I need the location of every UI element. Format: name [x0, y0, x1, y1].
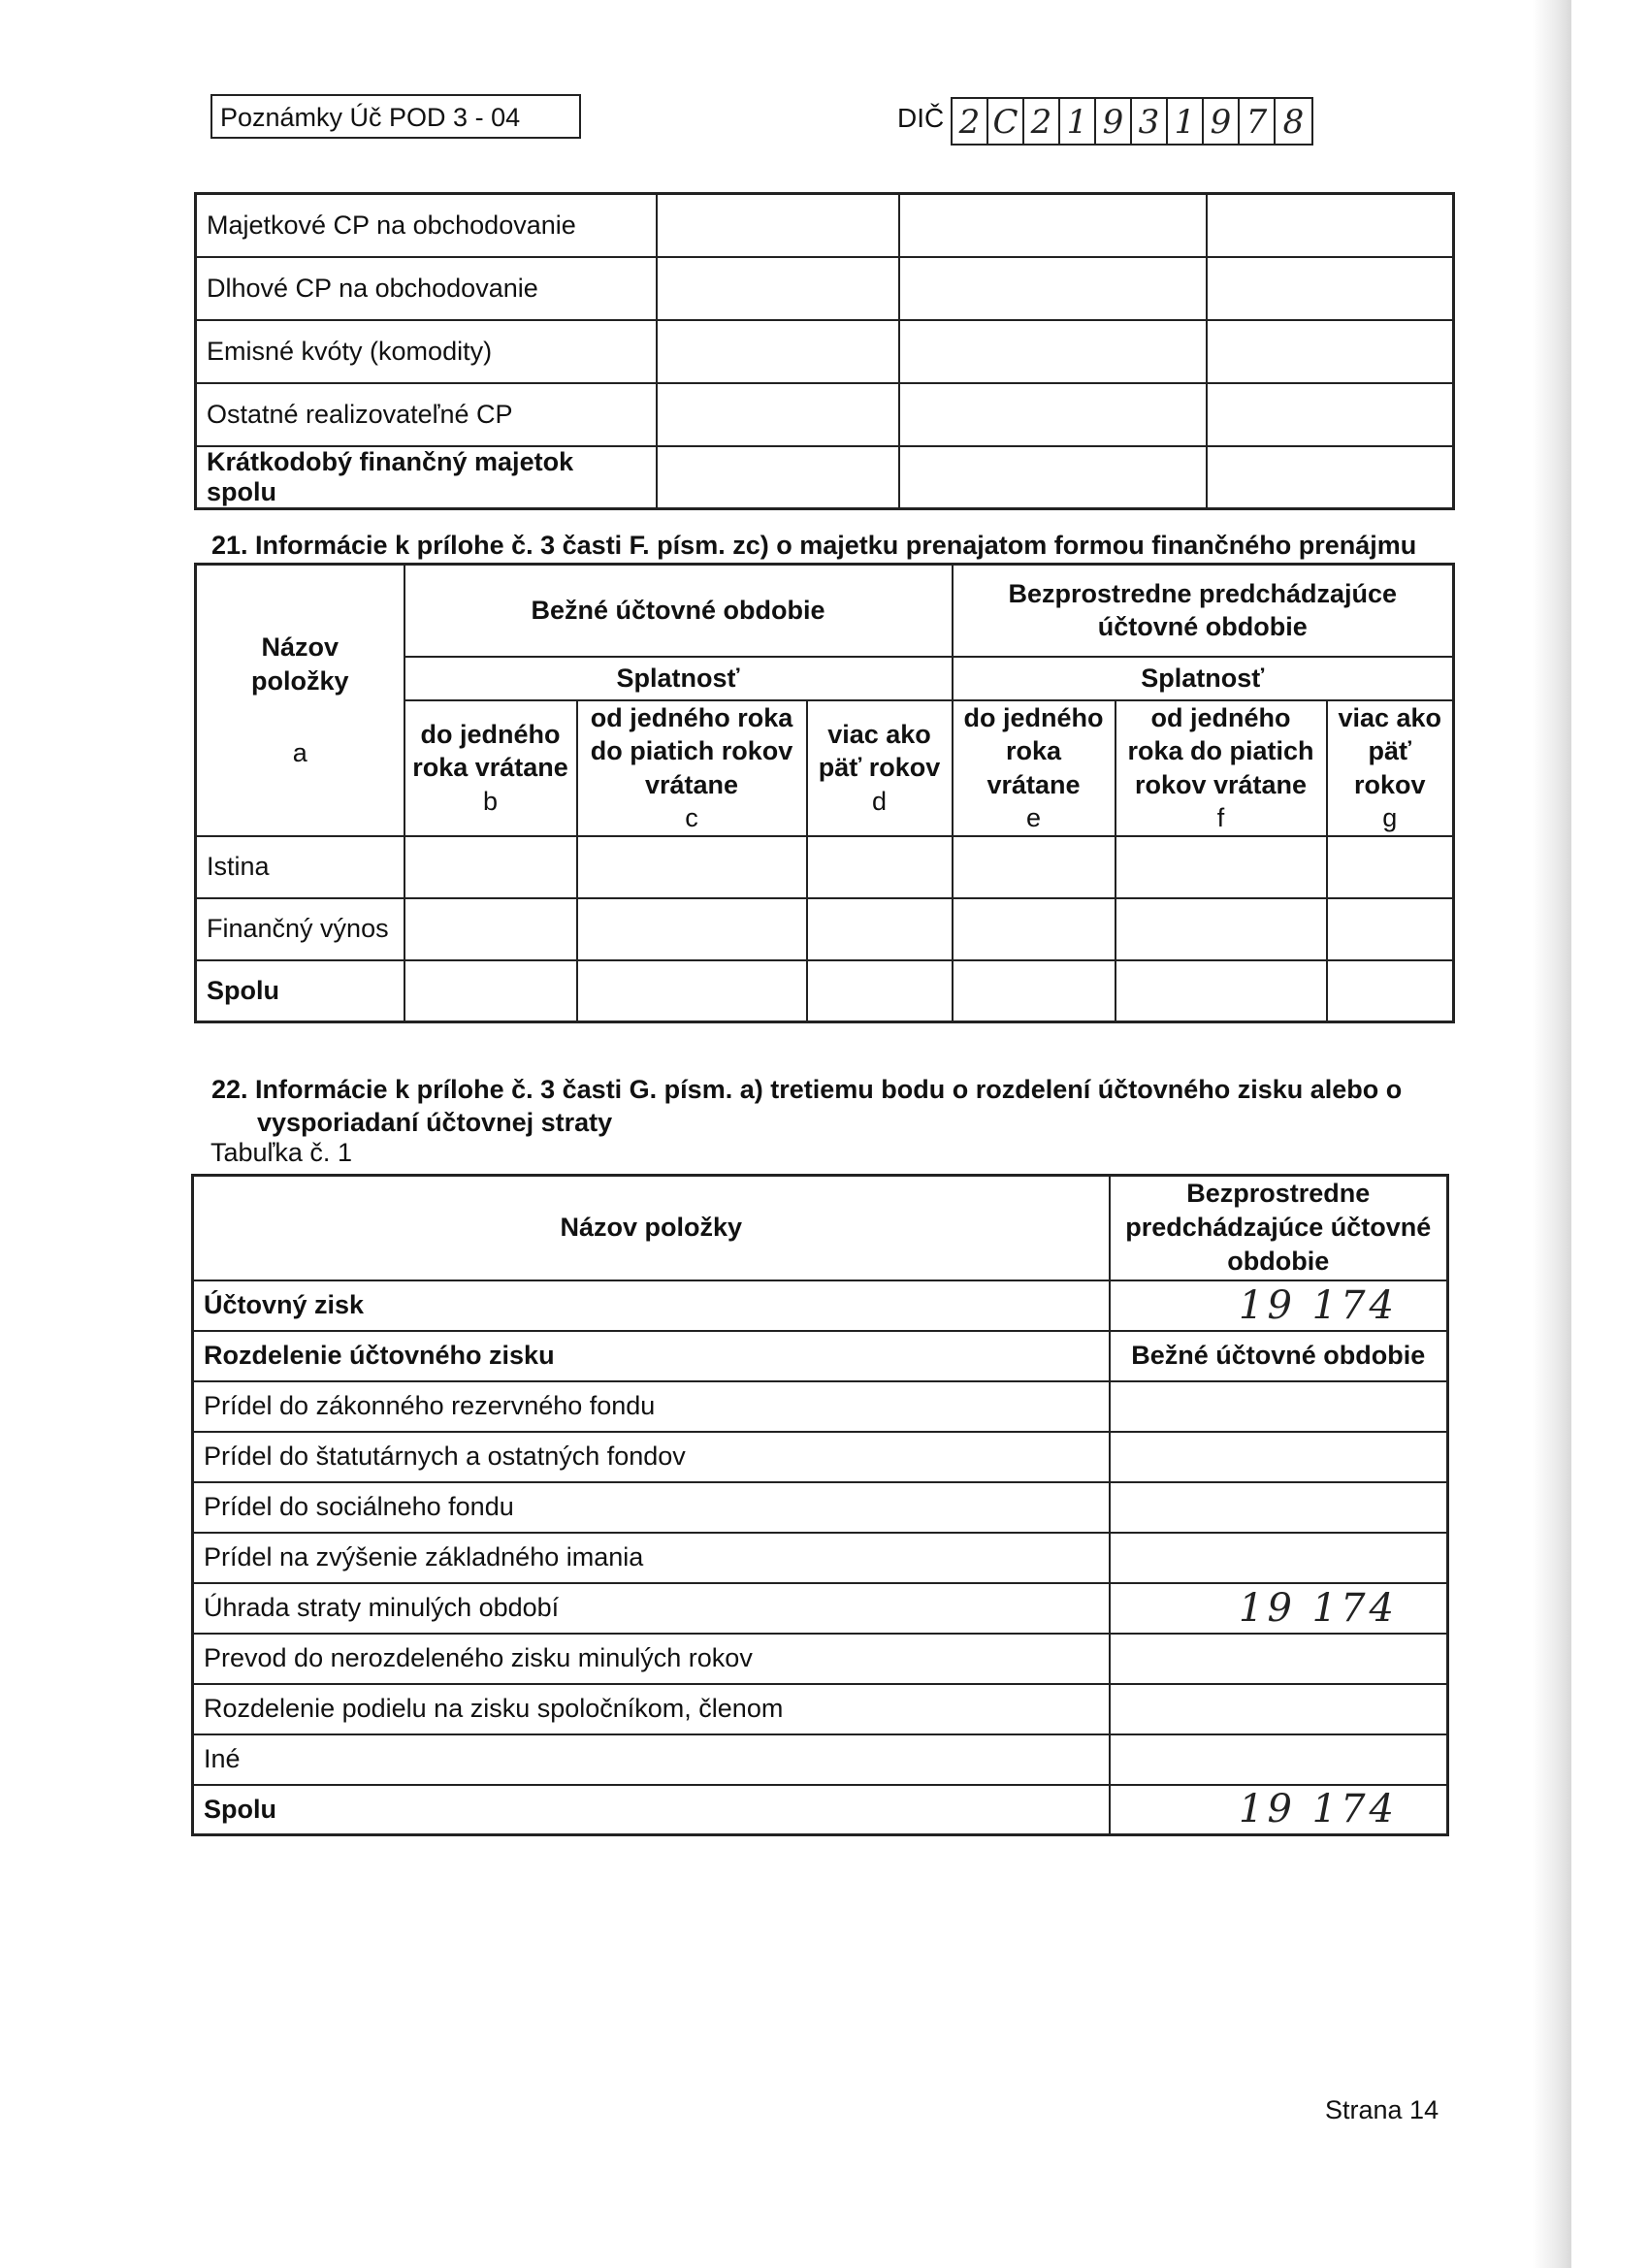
value-cell: [1110, 1684, 1448, 1734]
value-cell: [577, 898, 807, 960]
value-cell: [899, 320, 1207, 383]
value-cell: [1116, 836, 1327, 898]
dic-digit: 9: [1204, 99, 1240, 144]
maturity-column-header: [953, 700, 1116, 836]
page-number: Strana 14: [1325, 2095, 1439, 2124]
column-label: od jedného roka do piatich rokov vrátane: [1127, 702, 1314, 799]
table-row: [196, 960, 1454, 1022]
column-label: viac ako päť rokov: [1338, 702, 1442, 799]
value-cell: [1207, 383, 1454, 446]
value-cell: 19 174: [1110, 1583, 1448, 1634]
value-cell: [657, 320, 899, 383]
value-cell: [1207, 194, 1454, 257]
row-label: Istina: [196, 836, 404, 898]
maturity-column-header: [404, 700, 577, 836]
value-cell: [953, 836, 1116, 898]
column-label: od jedného roka do piatich rokov vrátane: [590, 702, 793, 799]
value-cell: [1207, 257, 1454, 320]
scan-edge-shadow: [1533, 0, 1571, 2268]
row-label: Finančný výnos: [196, 898, 404, 960]
row-label: Krátkodobý finančný majetok spolu: [196, 446, 657, 509]
table-label: Tabuľka č. 1: [210, 1138, 352, 1167]
value-cell: [953, 960, 1116, 1022]
row-label: Prevod do nerozdeleného zisku minulých rokov: [193, 1634, 1110, 1684]
column-letter: f: [1216, 803, 1225, 833]
table-row: [193, 1482, 1448, 1533]
previous-period-header: Bezprostredne predchádzajúce účtovné obdobie: [1110, 1176, 1448, 1280]
short-term-financial-assets-table: [194, 192, 1455, 510]
row-label: Prídel na zvýšenie základného imania: [193, 1533, 1110, 1583]
dic-label: DIČ: [897, 103, 945, 133]
value-cell: [807, 836, 953, 898]
table-row: [196, 257, 1454, 320]
total-label: Spolu: [193, 1785, 1110, 1835]
dic-digit: 3: [1132, 99, 1168, 144]
value-cell: [899, 383, 1207, 446]
value-cell: [1207, 446, 1454, 509]
value-cell: [1116, 898, 1327, 960]
column-letter: c: [685, 803, 698, 833]
column-label: do jedného roka vrátane: [412, 719, 568, 783]
maturity-header-current: Splatnosť: [404, 657, 953, 700]
row-label: Rozdelenie podielu na zisku spoločníkom, členom: [193, 1684, 1110, 1734]
value-cell: [1110, 1734, 1448, 1785]
dic-digit: C: [988, 99, 1024, 144]
value-cell: [657, 446, 899, 509]
value-cell: [1110, 1432, 1448, 1482]
value-cell: [404, 836, 577, 898]
column-letter: e: [1025, 803, 1042, 833]
total-row: [193, 1785, 1448, 1835]
value-cell: [1110, 1381, 1448, 1432]
table-row: [196, 383, 1454, 446]
value-cell: [657, 257, 899, 320]
section-22-title: 22. Informácie k prílohe č. 3 časti G. písm. a) tretiemu bodu o rozdelení účtovného zisku alebo o vysporiadaní účtovnej straty: [211, 1075, 1403, 1138]
column-letter: d: [871, 786, 888, 816]
financial-lease-table: [194, 563, 1455, 1023]
value-cell: [577, 836, 807, 898]
row-label: Prídel do sociálneho fondu: [193, 1482, 1110, 1533]
table-row: [193, 1684, 1448, 1734]
maturity-header-previous: Splatnosť: [953, 657, 1454, 700]
value-cell: [899, 257, 1207, 320]
profit-distribution-table: [191, 1174, 1449, 1836]
table-row: [196, 320, 1454, 383]
total-value: 19 174: [1110, 1785, 1448, 1835]
row-label: Prídel do štatutárnych a ostatných fondov: [193, 1432, 1110, 1482]
column-label: do jedného roka vrátane: [963, 702, 1104, 799]
value-cell: [807, 898, 953, 960]
profit-label: Účtovný zisk: [193, 1280, 1110, 1331]
dic-digit: 8: [1282, 103, 1305, 142]
value-cell: [657, 194, 899, 257]
maturity-column-header: [577, 700, 807, 836]
row-label: Emisné kvóty (komodity): [196, 320, 657, 383]
dic-digit: 7: [1240, 99, 1276, 144]
value-cell: [1327, 898, 1454, 960]
value-cell: [807, 960, 953, 1022]
value-cell: [1327, 960, 1454, 1022]
value-cell: [1110, 1634, 1448, 1684]
value-cell: [657, 383, 899, 446]
maturity-column-header: [807, 700, 953, 836]
value-cell: [899, 194, 1207, 257]
previous-period-header: Bezprostredne predchádzajúce účtovné obdobie: [953, 565, 1454, 657]
profit-value: 19 174: [1110, 1280, 1448, 1331]
row-label: Spolu: [196, 960, 404, 1022]
dic-field: [951, 97, 1313, 146]
table-row: [193, 1734, 1448, 1785]
value-cell: [1110, 1482, 1448, 1533]
value-cell: [404, 960, 577, 1022]
dic-digit: 2: [1024, 99, 1060, 144]
table-row: [193, 1533, 1448, 1583]
value-cell: [1110, 1533, 1448, 1583]
value-cell: [404, 898, 577, 960]
current-period-header: Bežné účtovné obdobie: [1110, 1331, 1448, 1381]
value-cell: [953, 898, 1116, 960]
table-row: [193, 1634, 1448, 1684]
item-name-header: Názov položky: [193, 1176, 1110, 1280]
value-cell: [577, 960, 807, 1022]
row-label: Úhrada straty minulých období: [193, 1583, 1110, 1634]
row-label: Dlhové CP na obchodovanie: [196, 257, 657, 320]
column-letter: b: [482, 786, 499, 816]
row-label: Prídel do zákonného rezervného fondu: [193, 1381, 1110, 1432]
column-letter: g: [1382, 803, 1398, 833]
dic-digit: 2: [953, 99, 988, 144]
row-label: Iné: [193, 1734, 1110, 1785]
dic-digit: 1: [1168, 99, 1204, 144]
maturity-column-header: [1116, 700, 1327, 836]
maturity-column-header: [1327, 700, 1454, 836]
distribution-label: Rozdelenie účtovného zisku: [193, 1331, 1110, 1381]
row-label: Majetkové CP na obchodovanie: [196, 194, 657, 257]
value-cell: [1116, 960, 1327, 1022]
form-id-box: Poznámky Úč POD 3 - 04: [210, 94, 581, 139]
row-label: Ostatné realizovateľné CP: [196, 383, 657, 446]
table-row: [196, 836, 1454, 898]
current-period-header: Bežné účtovné obdobie: [404, 565, 953, 657]
value-cell: [1207, 320, 1454, 383]
column-label: viac ako päť rokov: [818, 719, 941, 783]
value-cell: [1327, 836, 1454, 898]
table-row: [193, 1381, 1448, 1432]
table-row: [193, 1583, 1448, 1634]
dic-digit: 1: [1060, 99, 1096, 144]
section-21-title: 21. Informácie k prílohe č. 3 časti F. písm. zc) o majetku prenajatom formou finančného prenájmu: [211, 531, 1417, 560]
dic-digit: 9: [1096, 99, 1132, 144]
table-row: [196, 194, 1454, 257]
value-cell: [899, 446, 1207, 509]
table-row: [196, 898, 1454, 960]
table-row: [193, 1432, 1448, 1482]
table-row: [196, 446, 1454, 509]
item-name-header: Názov položky a: [196, 565, 404, 836]
